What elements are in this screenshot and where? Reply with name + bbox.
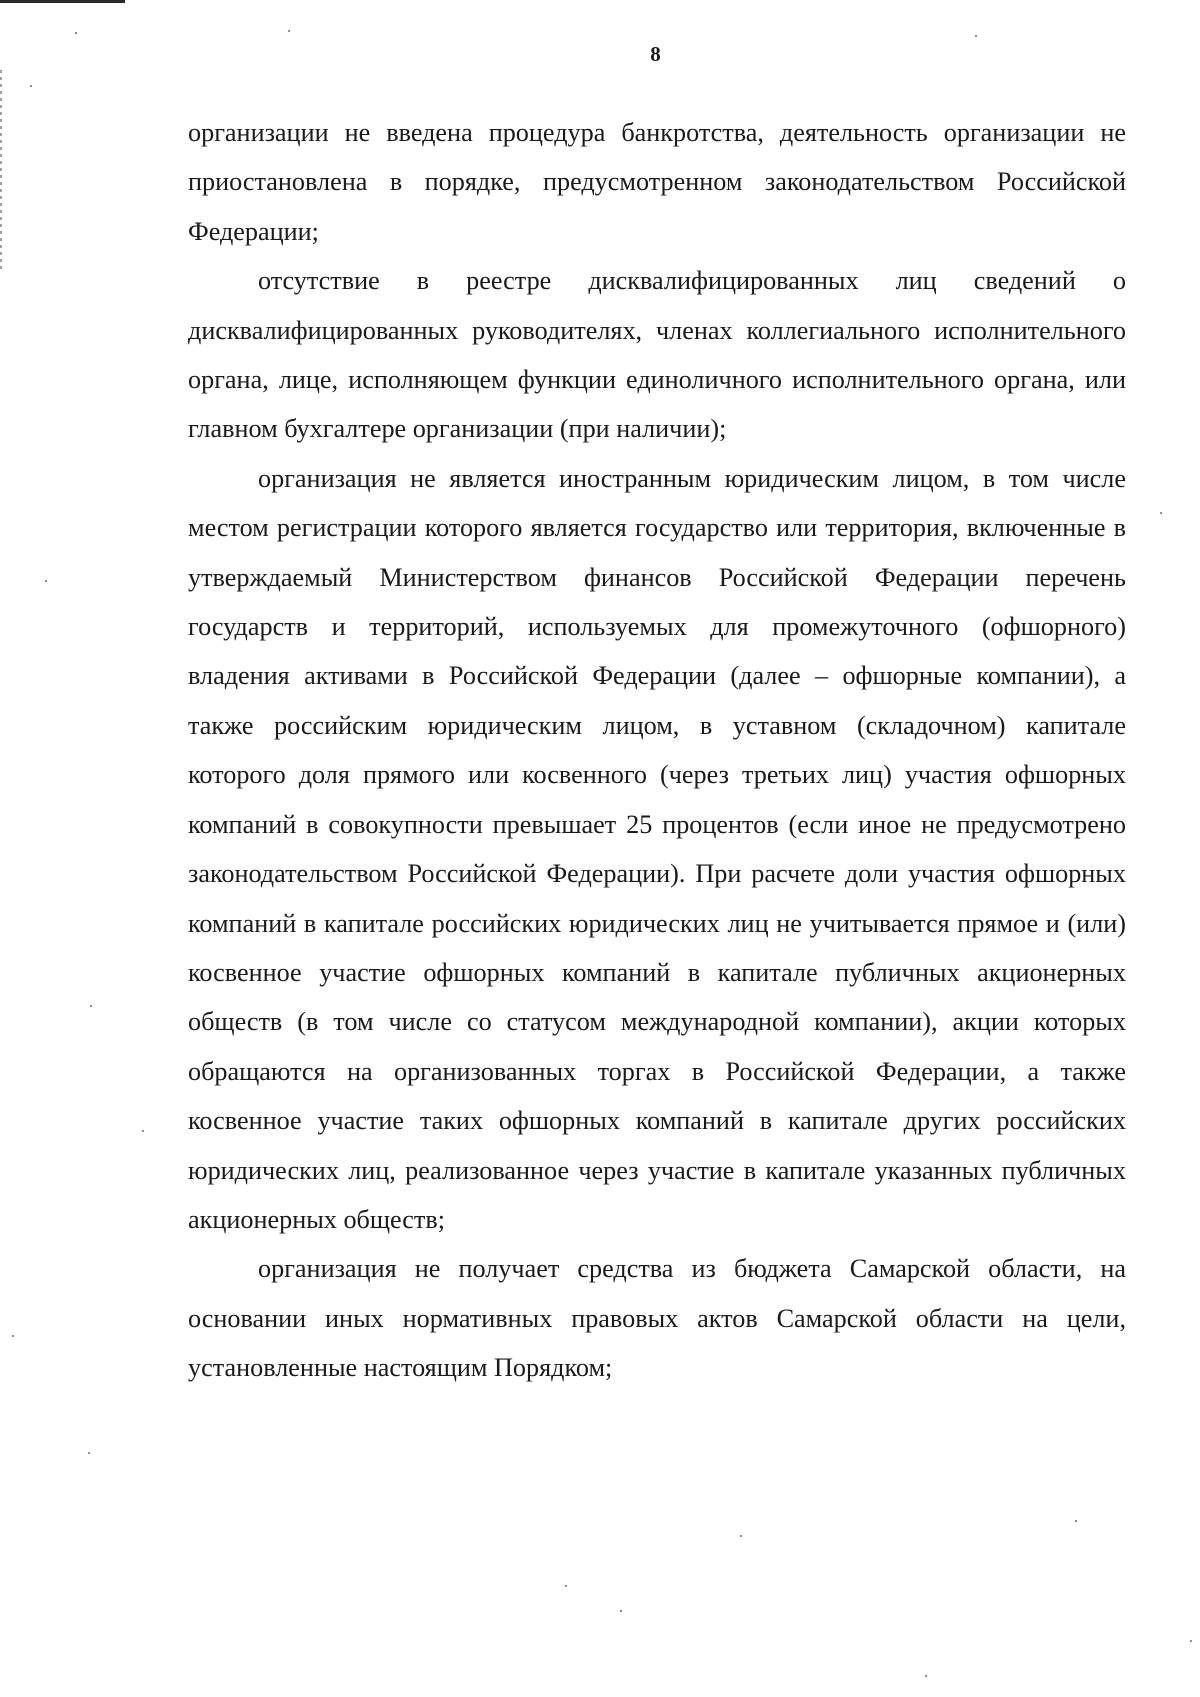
paragraph: организации не введена процедура банкротства, деятельность организации не приостановлена в порядке, предусмотренном законодательством Российской Федерации; xyxy=(188,118,1126,246)
scan-speck xyxy=(90,1005,92,1007)
scan-speck xyxy=(565,1585,567,1587)
scan-speck xyxy=(1190,1640,1192,1642)
scan-speck xyxy=(1075,1520,1077,1522)
document-body xyxy=(188,108,1126,1393)
paragraph: организация не получает средства из бюджета Самарской области, на основании иных нормативных правовых актов Самарской области на цели, установленные настоящим Порядком; xyxy=(188,1254,1126,1383)
scan-edge-top xyxy=(0,0,125,3)
scan-speck xyxy=(88,1452,90,1454)
scan-speck xyxy=(30,85,32,87)
paragraph: отсутствие в реестре дисквалифицированных лиц сведений о дисквалифицированных руководителях, членах коллегиального исполнительного органа, лице, исполняющем функции единоличного исполнительного органа, или главном бухгалтере организации (при наличии); xyxy=(188,266,1126,444)
scan-speck xyxy=(142,1130,144,1132)
page-number: 8 xyxy=(650,42,661,66)
scan-speck xyxy=(620,1610,622,1612)
scan-speck xyxy=(75,32,77,34)
scan-speck xyxy=(288,30,290,32)
paragraph: организация не является иностранным юридическим лицом, в том числе местом регистрации которого является государство или территория, включенные в утверждаемый Министерством финансов Российской Федерации перечень государств и территорий, используемых для промежуточного (офшорного) владения активами в Российской Федерации (далее – офшорные компании), а также российским юридическим лицом, в уставном (складочном) капитале которого доля прямого или косвенного (через третьих лиц) участия офшорных компаний в совокупности превышает 25 процентов (если иное не предусмотрено законодательством Российской Федерации). При расчете доли участия офшорных компаний в капитале российских юридических лиц не учитывается прямое и (или) косвенное участие офшорных компаний в капитале публичных акционерных обществ (в том числе со статусом международной компании), акции которых обращаются на организованных торгах в Российской Федерации, а также косвенное участие таких офшорных компаний в капитале других российских юридических лиц, реализованное через участие в капитале указанных публичных акционерных обществ; xyxy=(188,463,1126,1234)
scan-edge-left xyxy=(0,70,2,270)
scan-speck xyxy=(975,35,977,37)
scan-speck xyxy=(12,1335,14,1337)
scan-speck xyxy=(45,580,47,582)
scan-speck xyxy=(925,1675,927,1677)
scan-speck xyxy=(740,1535,742,1537)
scan-speck xyxy=(1160,512,1162,514)
